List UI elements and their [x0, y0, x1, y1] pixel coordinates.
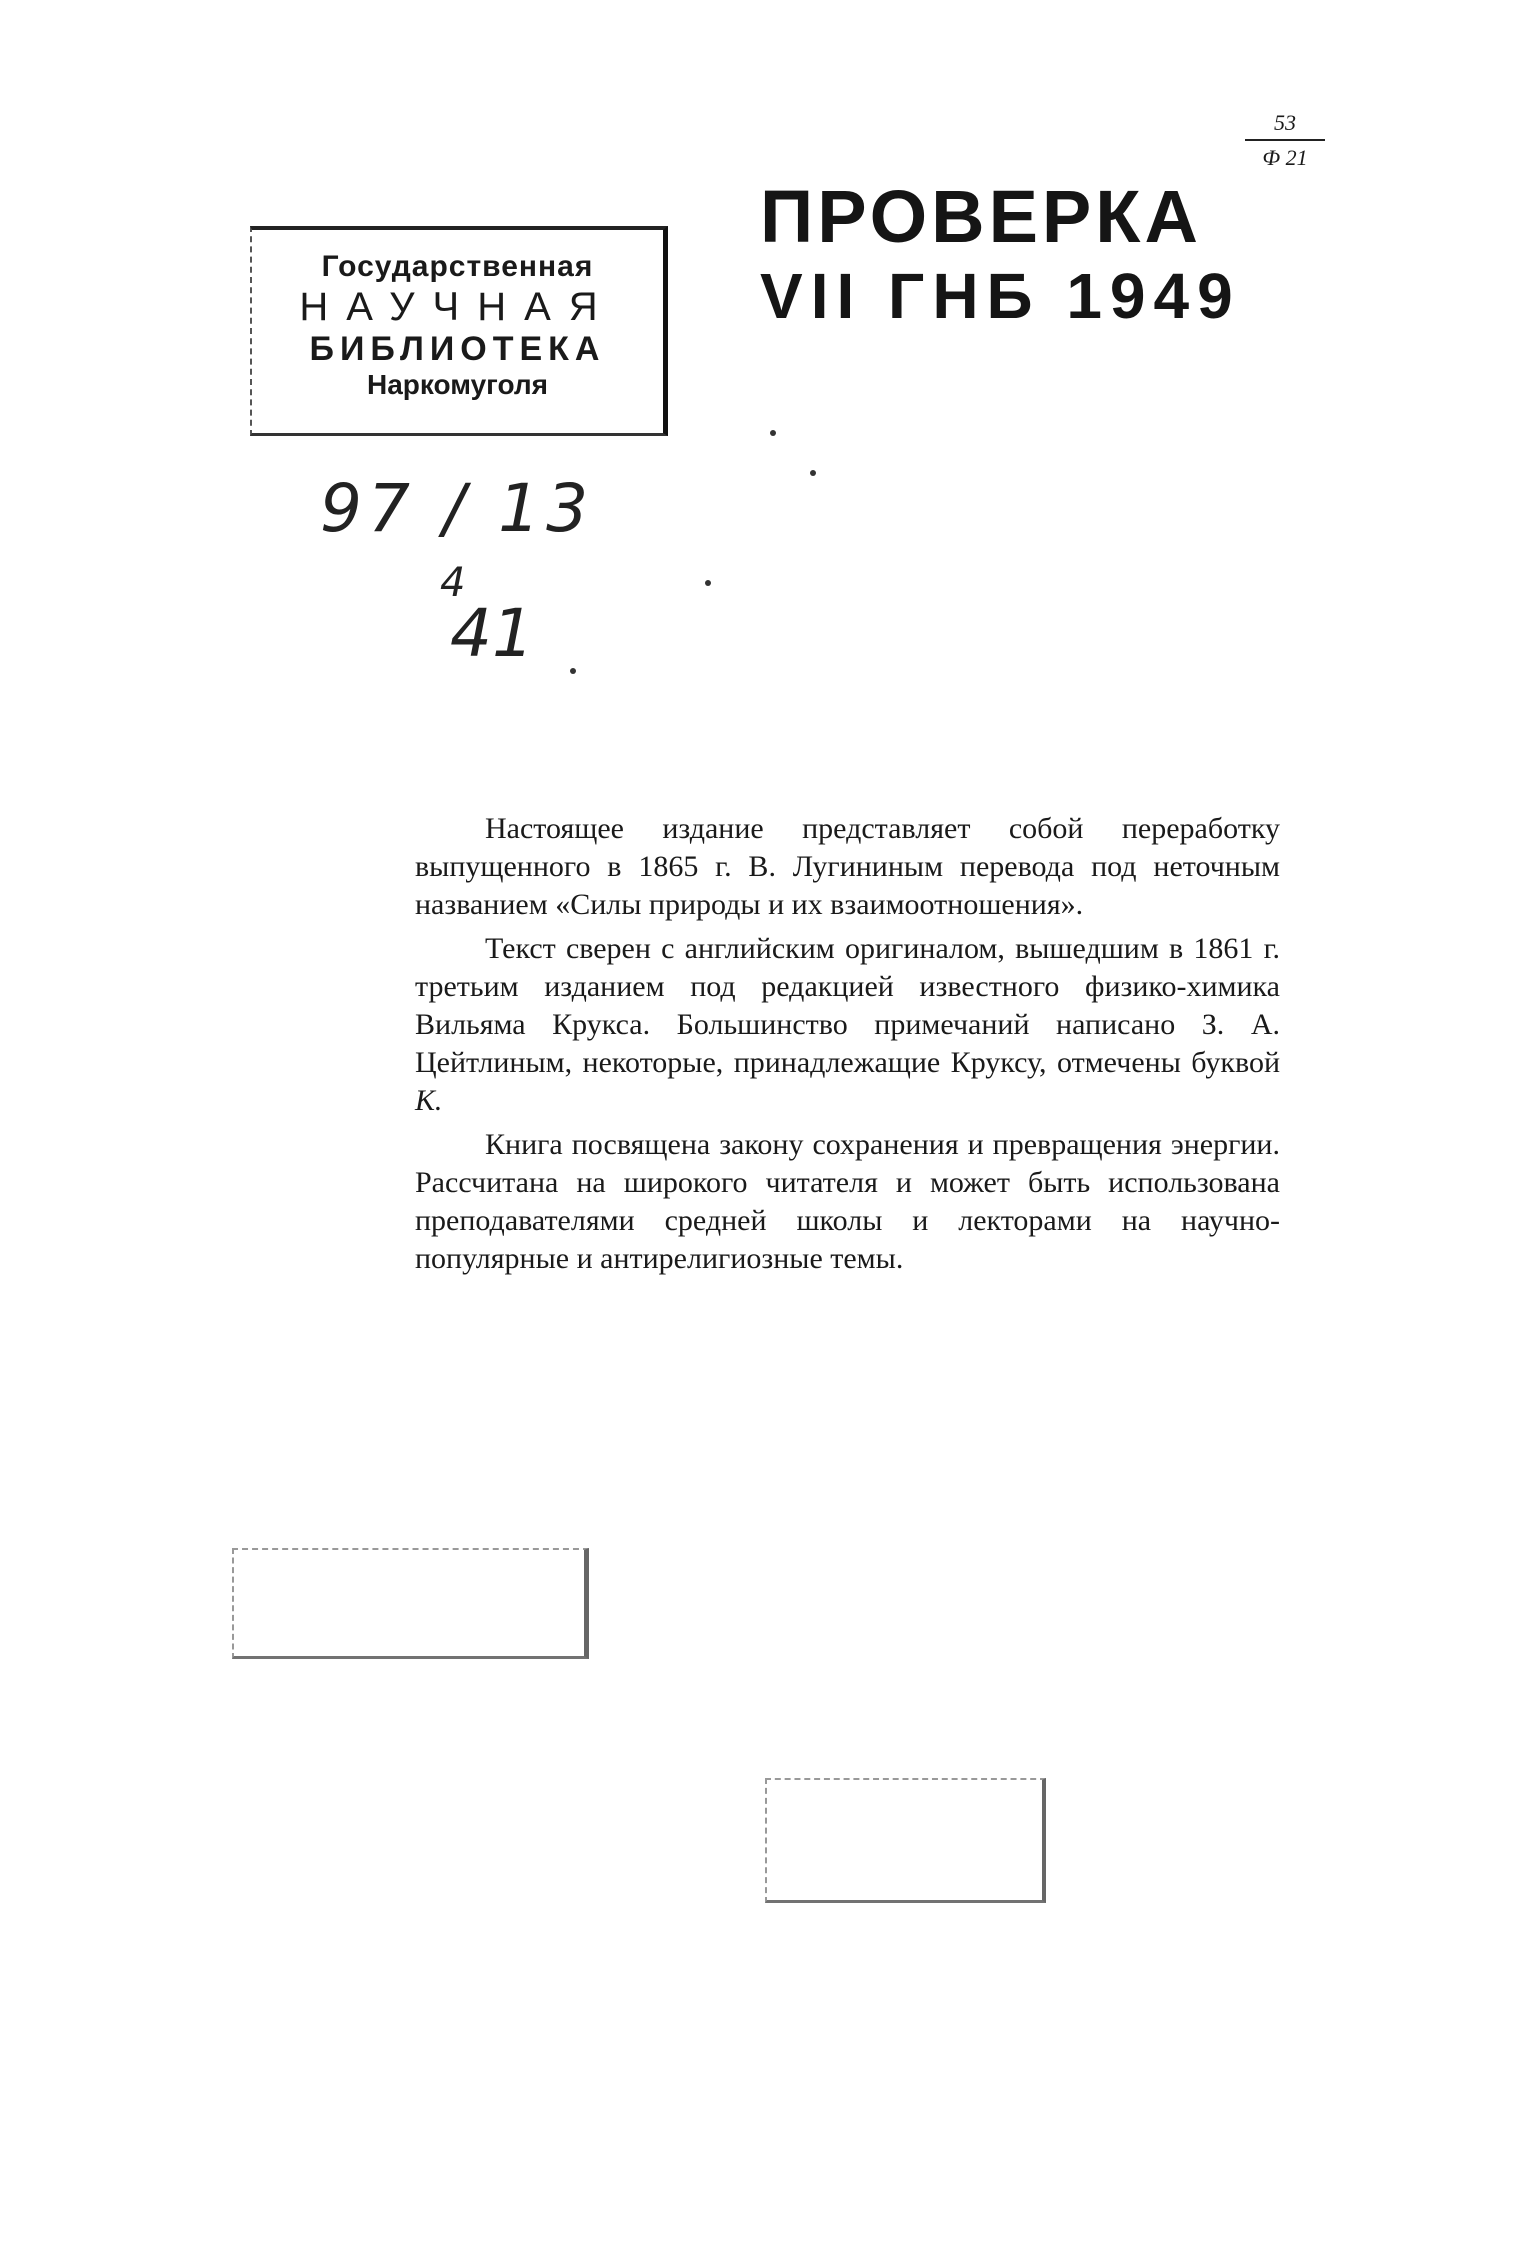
ink-speck [810, 470, 816, 476]
ink-speck [770, 430, 776, 436]
library-stamp-line2: НАУЧНАЯ [299, 285, 616, 329]
annotation-text [415, 810, 1280, 1284]
library-stamp-line3: БИБЛИОТЕКА [309, 330, 606, 368]
library-stamp-line4: Наркомуголя [366, 369, 548, 400]
handwritten-number-2: 41 [450, 595, 534, 672]
ink-speck [705, 580, 711, 586]
handwritten-mark: 4 [440, 560, 466, 606]
check-stamp-line1: ПРОВЕРКА [760, 175, 1202, 258]
catalog-mark-top: 53 [1245, 110, 1325, 141]
library-stamp [250, 226, 668, 436]
handwritten-number: 97 / 13 [320, 470, 595, 547]
catalog-mark-bottom: Ф 21 [1262, 145, 1308, 170]
paragraph-text: Текст сверен с английским оригиналом, вышедшим в 1861 г. третьим изданием под редакцией известного физико-химика Вильяма Крукса. Большинство примечаний написано З. А. Цейтлиным, некоторые, принадлежащие Круксу, отмечены буквой [415, 932, 1280, 1079]
catalog-mark [1245, 110, 1325, 171]
faint-stamp [765, 1778, 1046, 1903]
check-stamp-line2: VII ГНБ 1949 [760, 260, 1241, 332]
paragraph: Настоящее издание представляет собой переработку выпущенного в 1865 г. В. Лугининым перевода под неточным названием «Силы природы и их взаимоотношения». [415, 812, 1280, 921]
faint-stamp [232, 1548, 589, 1659]
paragraph [415, 930, 1280, 1120]
check-stamp [760, 175, 1241, 333]
paragraph: Книга посвящена закону сохранения и превращения энергии. Рассчитана на широкого читателя и может быть использована преподавателями средней школы и лекторами на научно-популярные и антирелигиозные темы. [415, 1128, 1280, 1275]
library-stamp-line1: Государственная [321, 250, 594, 283]
paragraph-italic: К. [415, 1084, 443, 1117]
ink-speck [570, 668, 576, 674]
